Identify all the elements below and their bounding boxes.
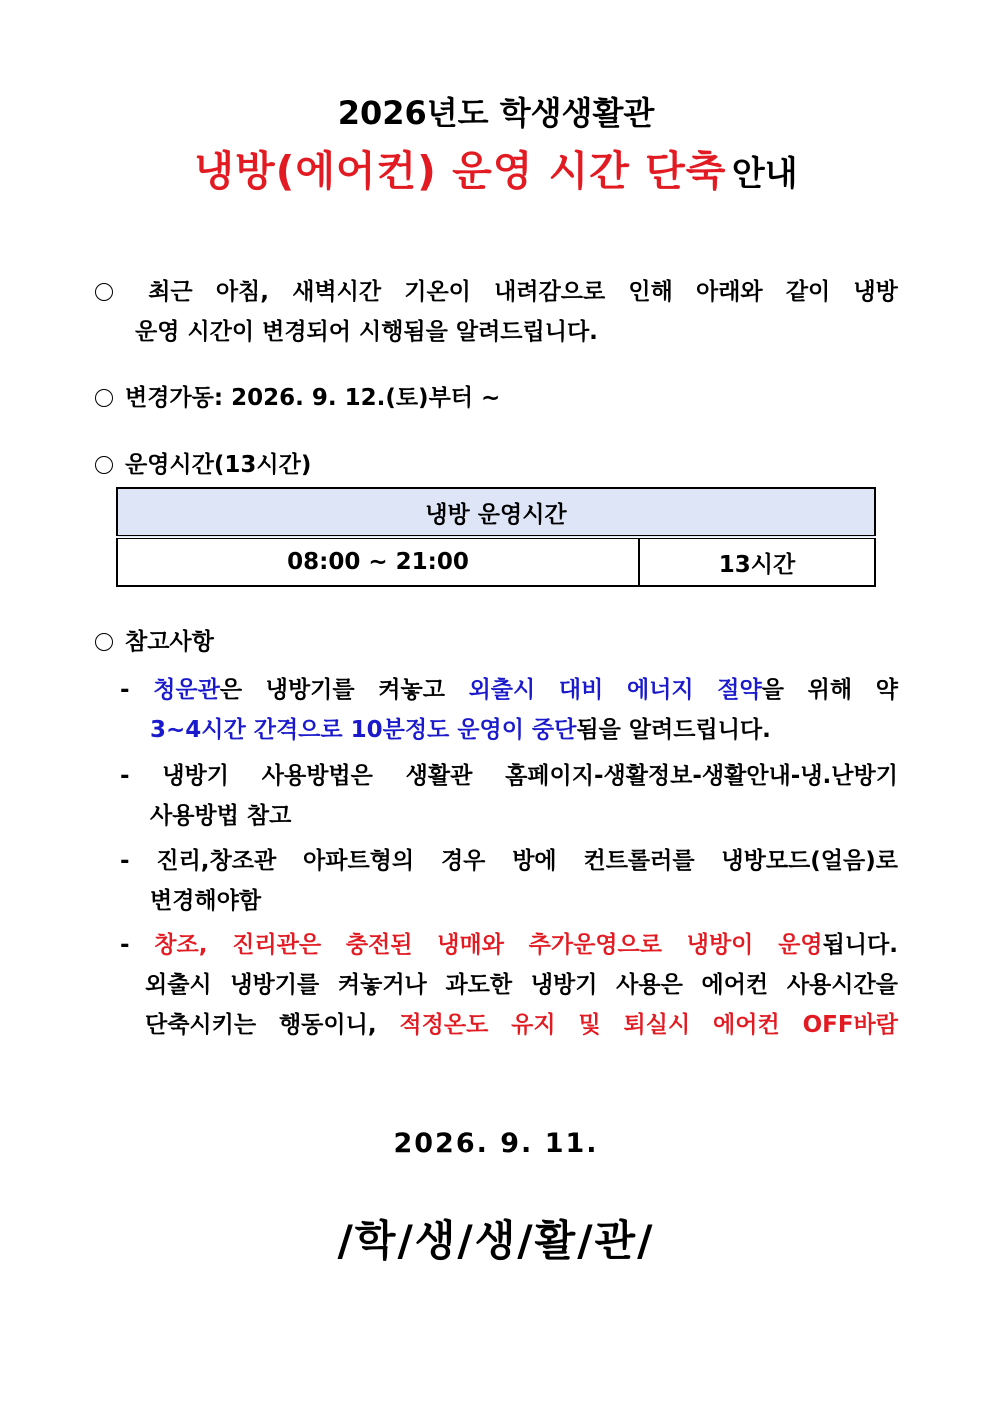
note-word: 냉매와 <box>437 932 504 958</box>
note-text: 사용방법 참고 <box>150 803 292 829</box>
bullet-circle-icon <box>95 389 113 407</box>
intro-line-2: 운영 시간이 변경되어 시행됨을 알려드립니다. <box>135 319 598 345</box>
note-word: 추가운영으로 <box>528 932 662 958</box>
note-word: 단축시키는 <box>145 1012 257 1038</box>
note-word: 홈페이지-생활정보-생활안내-냉.난방기 <box>505 763 898 789</box>
note-word: 컨트롤러를 <box>583 848 695 874</box>
note-word: 과도한 <box>445 972 513 998</box>
document-title: 2026년도 학생생활관 <box>337 94 655 132</box>
note-word: 에어컨 <box>713 1012 780 1038</box>
duration-cell: 13시간 <box>639 537 875 586</box>
note-word: 진리관은 <box>232 932 322 958</box>
note-dash: - <box>120 677 130 703</box>
intro-word: 새벽시간 <box>292 279 382 305</box>
bullet-circle-icon <box>95 633 113 651</box>
note-word: 에너지 <box>626 677 694 703</box>
note-word: 운영 <box>778 932 823 958</box>
issuer-signature: /학/생/생/활/관/ <box>337 1216 655 1265</box>
notes-heading-text: 참고사항 <box>125 629 214 655</box>
intro-word: 같이 <box>785 279 831 305</box>
note-word: 및 <box>578 1012 601 1038</box>
note-highlight: 3~4시간 간격으로 10분정도 운영이 중단 <box>150 717 577 743</box>
note-text: 변경해야함 <box>150 888 262 914</box>
table-header-row <box>117 488 875 537</box>
document-date: 2026. 9. 11. <box>393 1128 599 1159</box>
operating-hours-heading-text: 운영시간(13시간) <box>125 452 312 478</box>
note-text: 됨을 알려드립니다. <box>576 717 771 743</box>
note-word: 퇴실시 <box>623 1012 691 1038</box>
note-word: 약 <box>875 677 898 703</box>
note-word: 냉방기 <box>530 972 598 998</box>
table-header-cell: 냉방 운영시간 <box>117 488 875 537</box>
change-date-text: 변경가동: 2026. 9. 12.(토)부터 ~ <box>125 385 501 411</box>
note-word: 아파트형의 <box>303 848 415 874</box>
intro-word: 최근 <box>148 279 193 305</box>
intro-word: 인해 <box>628 279 673 305</box>
note-word: 유지 <box>511 1012 556 1038</box>
note-word: 사용방법은 <box>261 763 373 789</box>
notes-heading <box>95 622 214 662</box>
note-word: 은 <box>219 677 243 703</box>
note-word: 적정온도 <box>399 1012 489 1038</box>
note-word: OFF바람 <box>802 1012 898 1038</box>
note-word: 에어컨 <box>701 972 769 998</box>
change-date-item <box>95 378 500 418</box>
note-dash: - <box>120 763 130 789</box>
note-word: 냉방모드(얼음)로 <box>721 848 898 874</box>
table-row <box>117 537 875 586</box>
note-word: 사용은 <box>616 972 683 998</box>
note-word: 생활관 <box>405 763 473 789</box>
intro-word: 아래와 <box>696 279 763 305</box>
note-word: 외출시 <box>468 677 536 703</box>
bullet-circle-icon <box>95 456 113 474</box>
note-word: 방에 <box>512 848 557 874</box>
intro-word: 냉방 <box>853 279 898 305</box>
intro-paragraph <box>95 272 898 352</box>
note-item-1 <box>120 670 898 750</box>
note-word: 청운관 <box>153 677 220 703</box>
subtitle-suffix: 안내 <box>731 154 798 194</box>
operating-hours-heading <box>95 445 311 485</box>
note-word: 창조, <box>154 932 208 958</box>
note-word: 대비 <box>558 677 604 703</box>
note-word: 냉방기 <box>162 763 229 789</box>
note-item-4 <box>120 925 898 1045</box>
bullet-circle-icon <box>95 272 125 312</box>
document-subtitle <box>0 138 992 197</box>
note-word: 진리,창조관 <box>156 848 277 874</box>
note-dash: - <box>120 848 130 874</box>
note-word: 절약 <box>717 677 762 703</box>
note-word: 외출시 <box>145 972 212 998</box>
note-word: 냉방기를 <box>230 972 320 998</box>
note-word: 냉방이 <box>686 932 754 958</box>
intro-word: 아침, <box>215 279 269 305</box>
note-word: 냉방기를 <box>265 677 355 703</box>
note-word: 충전된 <box>345 932 413 958</box>
intro-word: 기온이 <box>404 279 471 305</box>
note-item-2 <box>120 756 898 836</box>
note-word: 됩니다. <box>822 932 898 958</box>
note-word: 켜놓고 <box>378 677 445 703</box>
note-word: 을 <box>761 677 784 703</box>
operating-hours-table <box>116 487 876 587</box>
subtitle-highlight: 냉방(에어컨) 운영 시간 단축 <box>194 147 727 195</box>
note-word: 행동이니, <box>278 1012 377 1038</box>
note-word: 경우 <box>440 848 486 874</box>
note-item-3 <box>120 841 898 921</box>
note-dash: - <box>120 932 130 958</box>
time-range-cell: 08:00 ~ 21:00 <box>117 537 639 586</box>
note-word: 켜놓거나 <box>337 972 427 998</box>
intro-word: 내려감으로 <box>494 279 606 305</box>
note-word: 위해 <box>807 677 853 703</box>
note-word: 사용시간을 <box>786 972 898 998</box>
